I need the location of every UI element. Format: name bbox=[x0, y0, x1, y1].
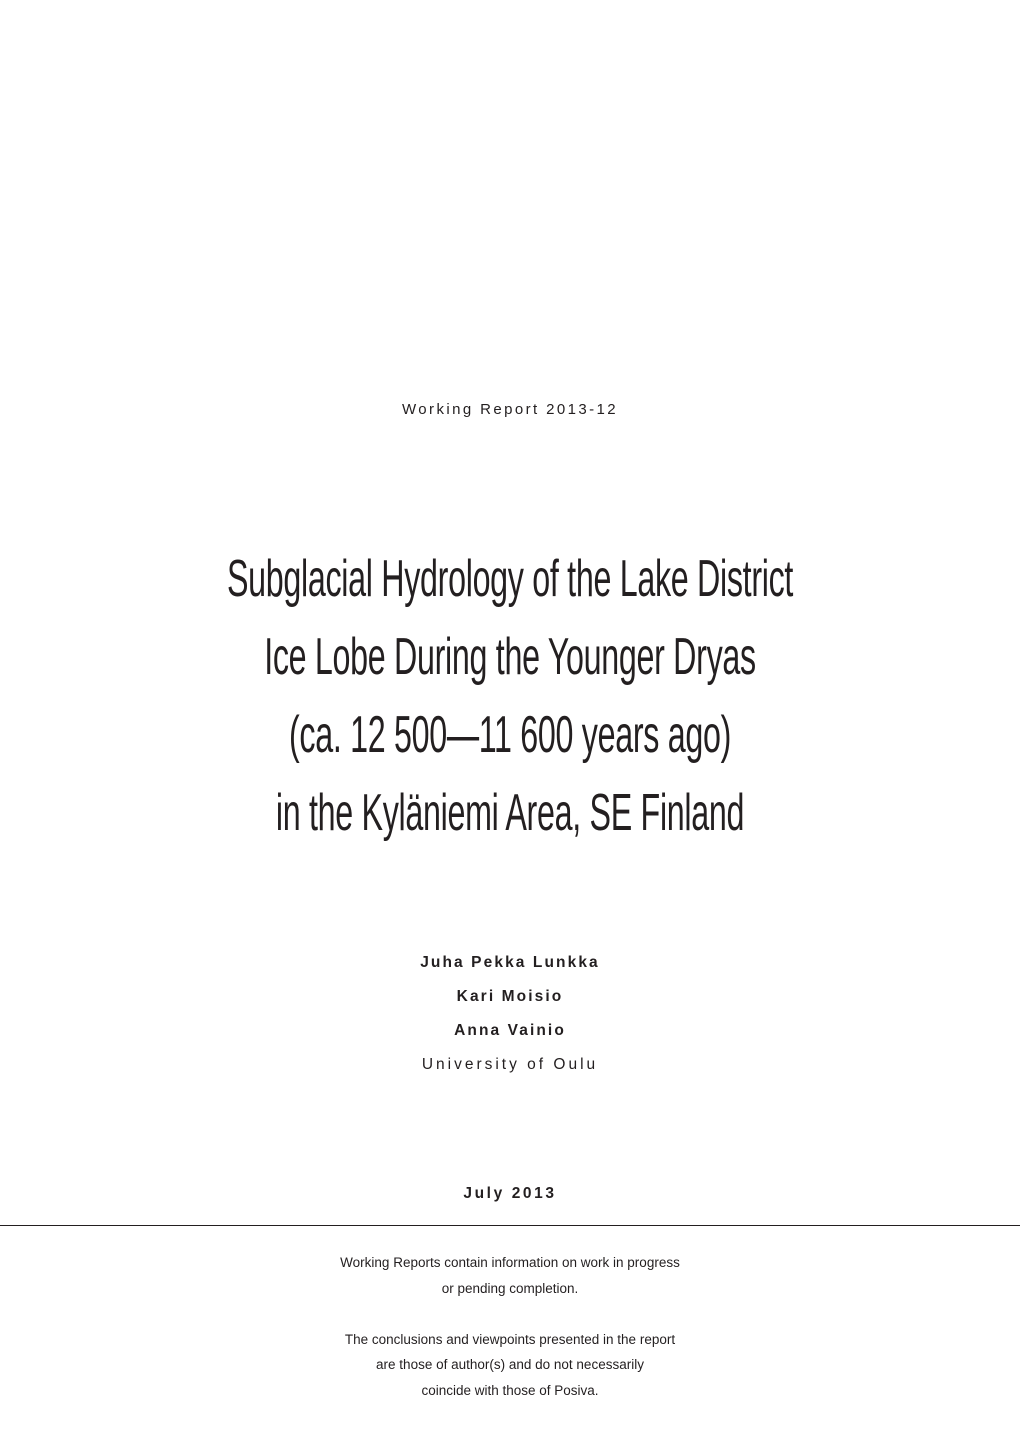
note-line: coincide with those of Posiva. bbox=[421, 1382, 599, 1398]
disclaimer-notes bbox=[0, 1250, 1020, 1403]
title-line-4: in the Kyläniemi Area, SE Finland bbox=[275, 784, 745, 842]
note-line: The conclusions and viewpoints presented in the report bbox=[344, 1331, 676, 1347]
title-line-1: Subglacial Hydrology of the Lake District bbox=[226, 550, 794, 608]
author-name: Anna Vainio bbox=[454, 1022, 566, 1039]
note-spacer bbox=[0, 1301, 1020, 1327]
publication-date: July 2013 bbox=[463, 1185, 557, 1202]
title-line-2: Ice Lobe During the Younger Dryas bbox=[264, 628, 756, 686]
report-title bbox=[0, 540, 1020, 852]
author-block bbox=[0, 946, 1020, 1082]
author-name: Kari Moisio bbox=[456, 988, 564, 1005]
note-line: Working Reports contain information on work in progress bbox=[340, 1255, 680, 1270]
author-name: Juha Pekka Lunkka bbox=[420, 954, 600, 971]
note-line: are those of author(s) and do not necessarily bbox=[376, 1357, 644, 1372]
title-line-3: (ca. 12 500—11 600 years ago) bbox=[288, 706, 732, 764]
note-line: or pending completion. bbox=[441, 1280, 579, 1296]
divider-rule bbox=[0, 1225, 1020, 1226]
affiliation: University of Oulu bbox=[421, 1056, 599, 1073]
report-number: Working Report 2013-12 bbox=[402, 401, 618, 418]
